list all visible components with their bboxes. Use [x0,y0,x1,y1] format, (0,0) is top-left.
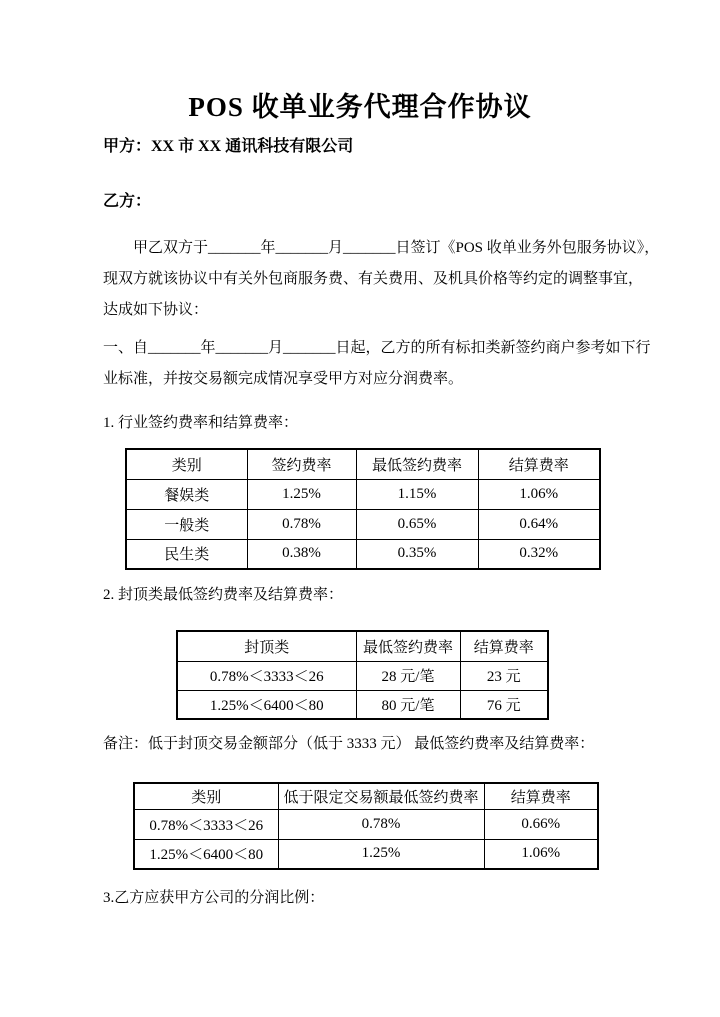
column-header: 封顶类 [177,631,356,661]
table-cell: 0.78%＜3333＜26 [134,809,278,839]
table-cell: 0.38% [247,539,356,569]
table-cell: 0.35% [356,539,478,569]
capped-rates-table [176,630,549,720]
intro-line-2: 现双方就该协议中有关外包商服务费、有关费用、及机具价格等约定的调整事宜， [103,271,644,287]
column-header: 类别 [126,449,247,479]
clause1-line-2: 业标准，并按交易额完成情况享受甲方对应分润费率。 [103,371,464,387]
column-header: 最低签约费率 [356,631,460,661]
table-header-row [177,631,548,661]
column-header: 结算费率 [478,449,600,479]
party-b-line: 乙方： [103,193,152,210]
column-header: 结算费率 [460,631,548,661]
table-cell: 76 元 [460,690,548,719]
industry-rates-table [125,448,601,570]
table-row [177,661,548,690]
table-row [134,809,598,839]
table-cell: 民生类 [126,539,247,569]
table-cell: 0.64% [478,509,600,539]
item3-heading: 3.乙方应获甲方公司的分润比例： [103,890,325,906]
table-row [126,479,600,509]
table-cell: 0.78% [247,509,356,539]
table-cell: 1.25%＜6400＜80 [177,690,356,719]
table-cell: 1.15% [356,479,478,509]
table-cell: 28 元/笔 [356,661,460,690]
column-header: 签约费率 [247,449,356,479]
column-header: 最低签约费率 [356,449,478,479]
table-cell: 餐娱类 [126,479,247,509]
table-cell: 23 元 [460,661,548,690]
column-header: 低于限定交易额最低签约费率 [278,783,484,809]
party-a-line: 甲方：XX 市 XX 通讯科技有限公司 [103,138,354,155]
table-cell: 80 元/笔 [356,690,460,719]
item2-heading: 2. 封顶类最低签约费率及结算费率： [103,587,344,603]
table-cell: 0.65% [356,509,478,539]
table-cell: 0.78%＜3333＜26 [177,661,356,690]
table-cell: 一般类 [126,509,247,539]
table-cell: 1.25% [247,479,356,509]
below-cap-rates-table [133,782,599,870]
item1-heading: 1. 行业签约费率和结算费率： [103,415,299,431]
note-line: 备注：低于封顶交易金额部分（低于 3333 元） 最低签约费率及结算费率： [103,736,595,752]
table-cell: 1.25%＜6400＜80 [134,839,278,869]
table-cell: 1.25% [278,839,484,869]
clause1-line-1: 一、自_______年_______月_______日起，乙方的所有标扣类新签约商户参考如下行 [103,340,651,356]
table-row [177,690,548,719]
table-header-row [134,783,598,809]
intro-line-3: 达成如下协议： [103,302,209,318]
table-cell: 1.06% [484,839,598,869]
table-row [126,539,600,569]
table-cell: 0.66% [484,809,598,839]
table-row [134,839,598,869]
table-cell: 0.32% [478,539,600,569]
column-header: 结算费率 [484,783,598,809]
column-header: 类别 [134,783,278,809]
table-header-row [126,449,600,479]
table-row [126,509,600,539]
table-cell: 0.78% [278,809,484,839]
table-cell: 1.06% [478,479,600,509]
document-title: POS 收单业务代理合作协议 [188,92,532,122]
intro-line-1: 甲乙双方于_______年_______月_______日签订《POS 收单业务外包服务协议》， [133,240,660,256]
